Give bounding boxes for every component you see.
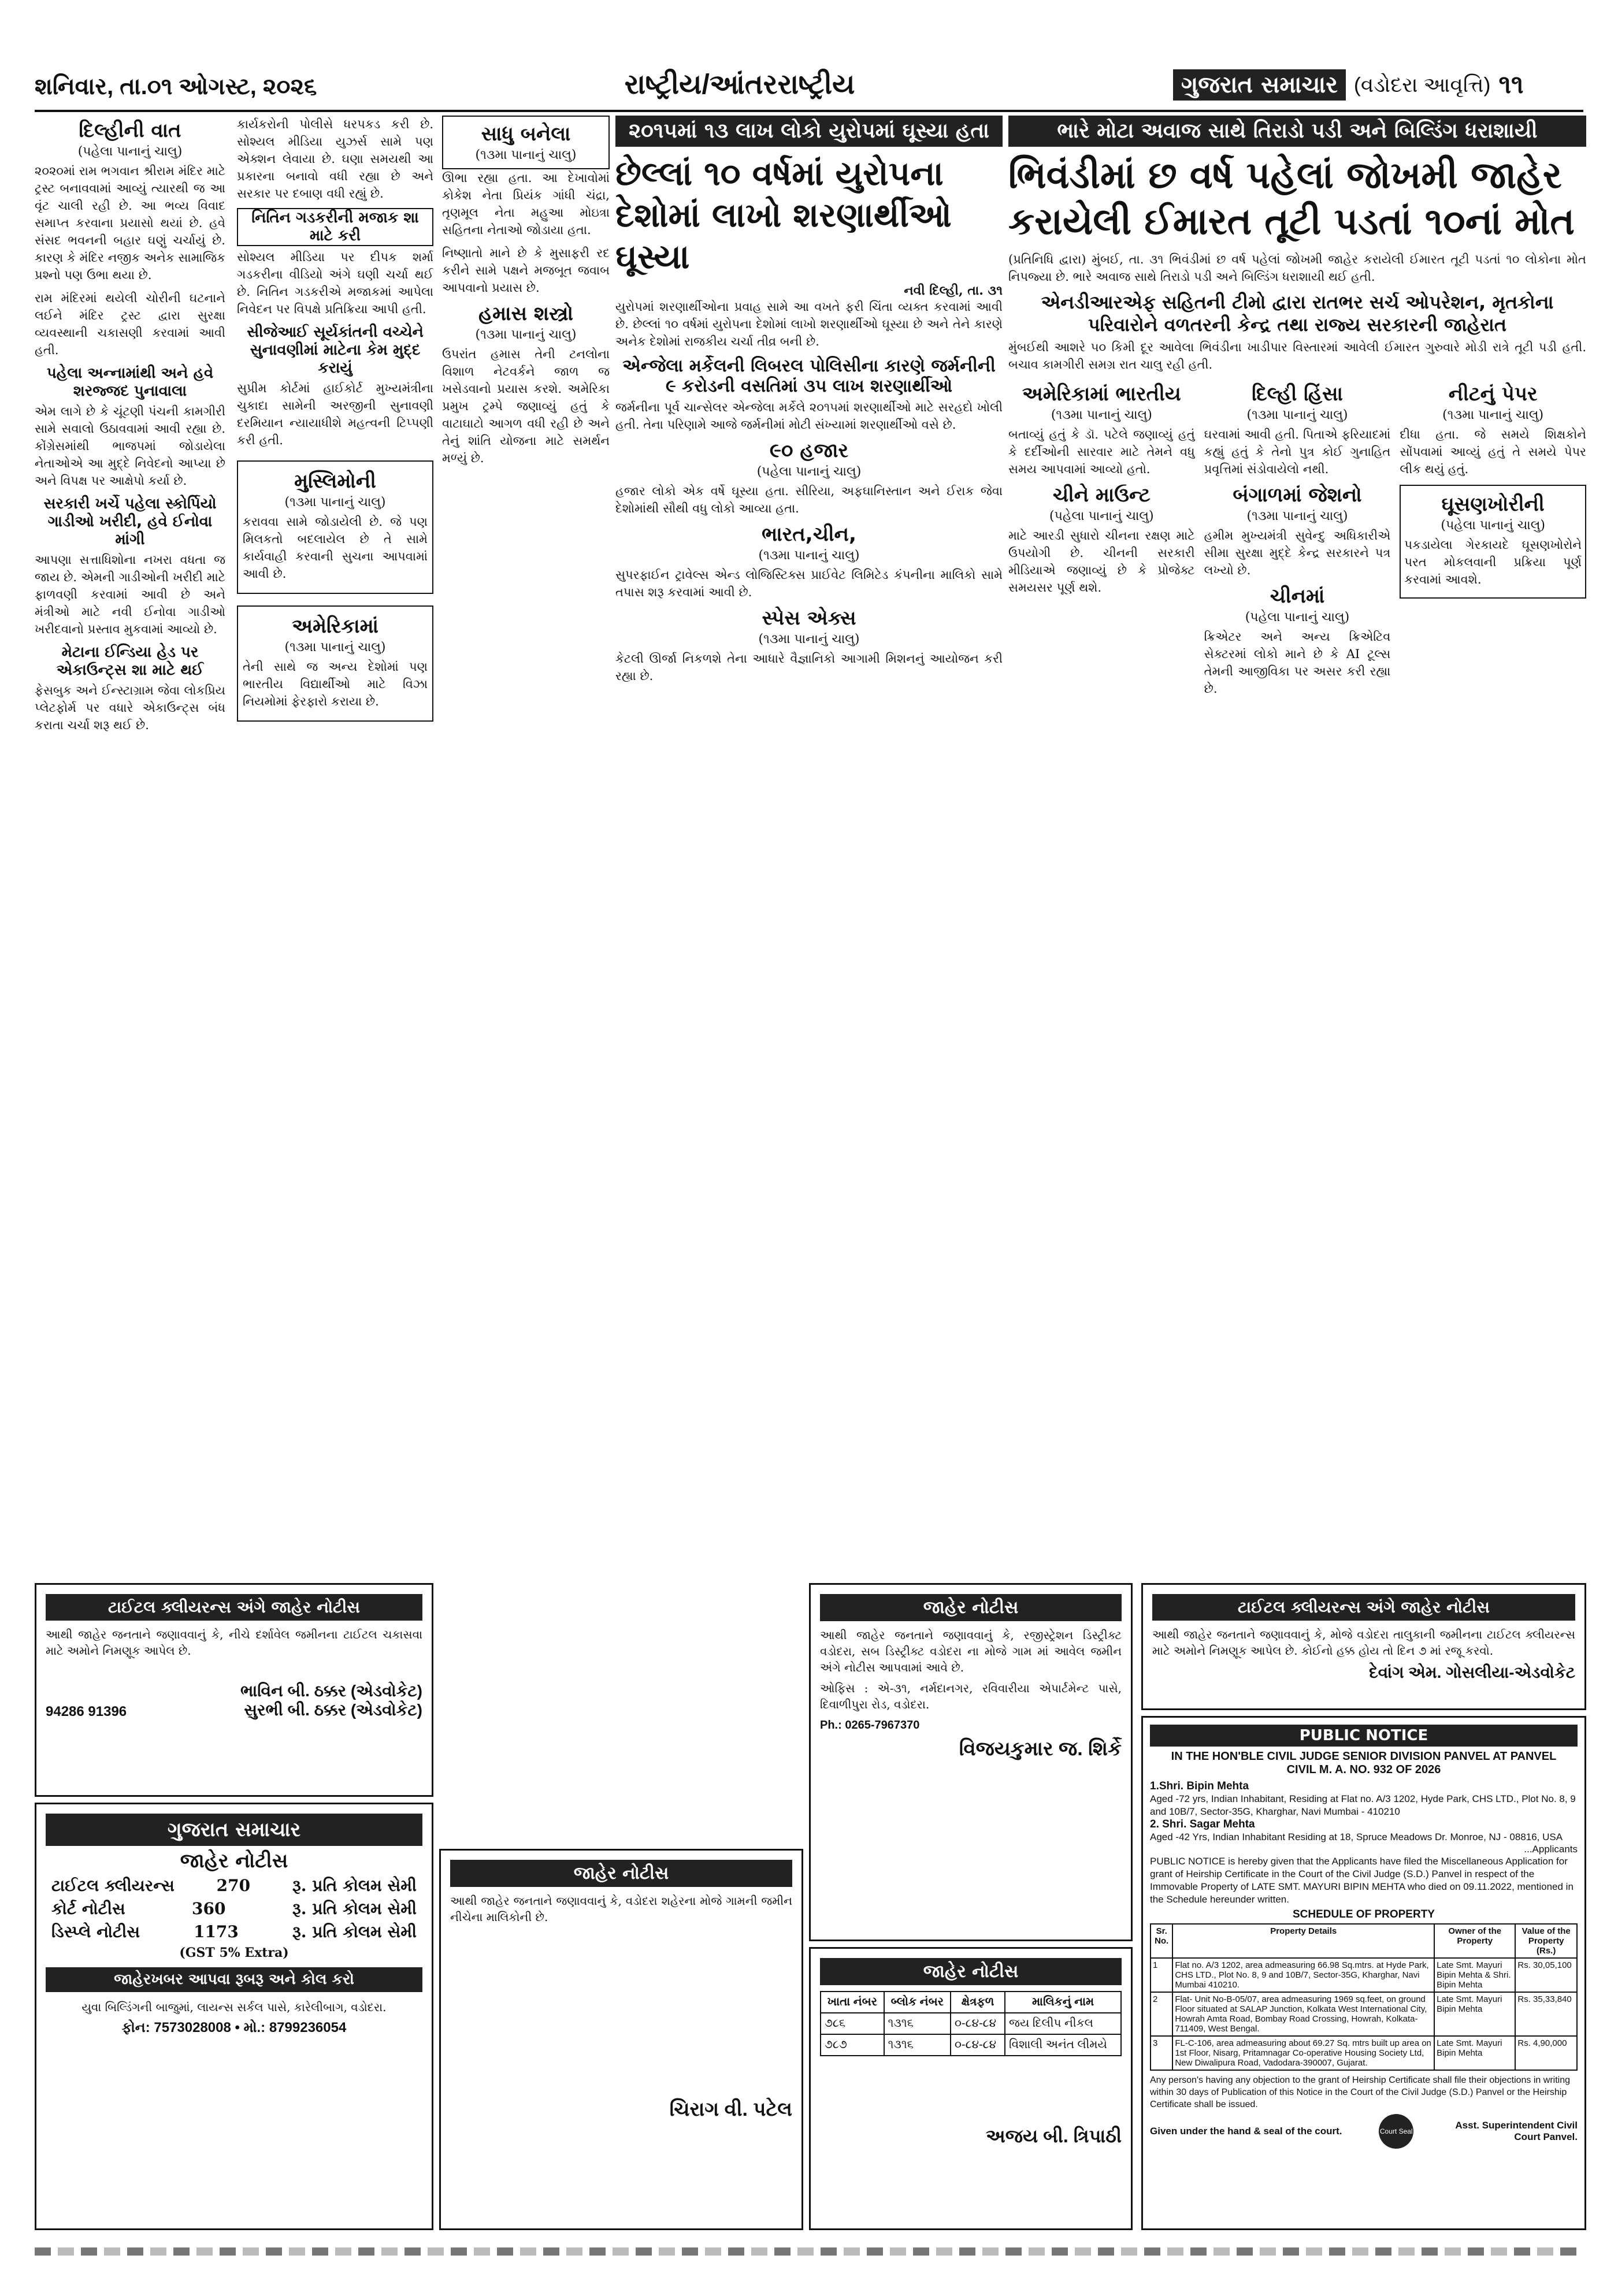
subhead: ૯૦ હજાર [769, 439, 849, 462]
lead-story [615, 116, 1003, 1577]
box-muslim [237, 460, 433, 594]
paragraph: કરાવવા સામે જોડાયેલી છે. જે પણ મિલકતો બદલાયેલ છે તે સામે કાર્યવાહી કરવાની સુચના આપવામાં આવી છે. [243, 515, 428, 581]
property-table [1150, 1923, 1578, 2071]
rate-unit: રૂ. પ્રતિ કોલમ સેમી [292, 1899, 417, 1918]
rate-row [51, 1899, 417, 1919]
rates-list [46, 1876, 422, 1942]
continued-label: (૧૩મા પાનાનું ચાલુ) [1051, 408, 1152, 422]
table-cell: ૦-૮૪-૮૪ [951, 2034, 1005, 2056]
notice-shirke [809, 1583, 1133, 1941]
table-header: Sr. No. [1151, 1924, 1172, 1958]
applicants-label: ...Applicants [1524, 1844, 1578, 1855]
rate-row [51, 1922, 417, 1942]
subhead: એન્જેલા મર્કેલની લિબરલ પોલિસીના કારણે જર્મનીની ૯ કરોડની વસતિમાં ૩૫ લાખ શરણાર્થીઓ [622, 356, 996, 396]
table-cell: Flat- Unit No-B-05/07, area admeasuring 1969 sq.feet, on ground Floor situated at SALAP Junction, Kolkata West International City, Howrah Amta Road, Bombay Road Crossing, Howrah, Kolkata-711409, West Bengal. [1172, 1992, 1434, 2036]
signature: અજય બી. ત્રિપાઠી [985, 2126, 1122, 2146]
subhead: પહેલા અન્નામાંથી અને હવે શરજ્જદ પુનાવાલા [46, 365, 214, 400]
table-cell: Rs. 4,90,000 [1515, 2036, 1577, 2070]
table-cell: Rs. 35,33,840 [1515, 1992, 1577, 2036]
table-row [821, 2013, 1121, 2034]
subhead: ભારત,ચીન, [762, 523, 856, 546]
table-header: Property Details [1172, 1924, 1434, 1958]
column-2 [237, 116, 433, 1577]
table-row [821, 2034, 1121, 2056]
notice-title: જાહેર નોટીસ [820, 1958, 1122, 1985]
story-america [1008, 379, 1195, 703]
paragraph: ઉપરાંત હમાસ તેની ટનલોના વિશાળ નેટવર્કને જાળ જ ખસેડવાનો પ્રયાસ કરશે. અમેરિકા પ્રમુખ ટ્રમ્પે જણાવ્યું હતું કે વાટાઘાટો આગળ વધી રહી છે અને તેનું શાંતિ યોજના માટે સમર્થન મળ્યું છે. [442, 347, 610, 465]
header-rule [35, 110, 1583, 112]
table-row [1151, 2036, 1577, 2070]
paragraph: હમીમ મુખ્યમંત્રી સુવેન્દુ અધિકારીએ સીમા સુરક્ષા મુદ્દે કેન્દ્ર સરકારને પત્ર લખ્યો છે. [1204, 529, 1391, 577]
notice-chirag [439, 1849, 803, 2230]
right-story [1008, 116, 1586, 1577]
address: યુવા બિલ્ડિંગની બાજુમાં, લાયન્સ સર્કલ પાસે, કારેલીબાગ, વડોદરા. [81, 2000, 387, 2014]
table-cell: 2 [1151, 1992, 1172, 2036]
contact-banner: જાહેરખબર આપવા રૂબરૂ અને કોલ કરો [46, 1967, 422, 1992]
notice-title-clearance-right [1141, 1583, 1586, 1710]
phones: ફોન: 7573028008 • મો.: 8799236054 [121, 2020, 347, 2035]
court-name: IN THE HON'BLE CIVIL JUDGE SENIOR DIVISION PANVEL AT PANVEL [1171, 1750, 1557, 1763]
paper-name: ગુજરાત સમાચાર [1173, 69, 1346, 101]
table-header: Owner of the Property [1434, 1924, 1515, 1958]
page-number: ૧૧ [1498, 70, 1524, 99]
box-title: સાધુ બનેલા [481, 122, 571, 146]
notice-title: ટાઈટલ ક્લીયરન્સ અંગે જાહેર નોટીસ [46, 1594, 422, 1621]
rate-label: ટાઈટલ ક્લીયરન્સ [51, 1876, 175, 1895]
party-name: 1.Shri. Bipin Mehta [1150, 1780, 1249, 1792]
table-header: Value of the Property (Rs.) [1515, 1924, 1577, 1958]
subhead: નિતિન ગડકરીની મજાક શા માટે કરી [237, 208, 433, 246]
box-title: અમેરિકામાં [292, 615, 378, 638]
box-title: મુસ્લિમોની [294, 470, 376, 493]
table-header: ખાતા નંબર [821, 1992, 884, 2013]
paragraph: સોશ્યલ મીડિયા પર દીપક શર્મા ગડકરીના વીડિયો અંગે ઘણી ચર્ચા થઈ છે. નિતિન ગડકરીએ મજાકમાં આપેલા નિવેદન પર વિપક્ષે પ્રતિક્રિયા આપી હતી. [237, 250, 433, 316]
office-address: ઓફિસ : એ-૩૧, નર્મદાનગર, રવિવારીયા એપાર્ટમેન્ટ પાસે, દિવાળીપુરા રોડ, વડોદરા. [820, 1681, 1122, 1711]
rate-label: કોર્ટ નોટીસ [51, 1899, 125, 1918]
box-america [237, 605, 433, 722]
notice-text: આથી જાહેર જનતાને જણાવવાનું કે, વડોદરા શહેરના મોજે ગામની જમીન નીચેના માલિકોની છે. [450, 1894, 792, 1924]
table-header: બ્લોક નંબર [884, 1992, 951, 2013]
court-seal: Court Seal [1379, 2114, 1413, 2149]
table-cell: જય દિલીપ નીકલ [1005, 2013, 1121, 2034]
table-row [1151, 1992, 1577, 2036]
paper-name: ગુજરાત સમાચાર [46, 1814, 422, 1846]
rate-price: 1173 [193, 1922, 239, 1941]
continued-label: (૧૩મા પાનાનું ચાલુ) [284, 495, 386, 510]
continued-label: (પહેલા પાનાનું ચાલુ) [1245, 610, 1350, 625]
paragraph: રામ મંદિરમાં થયેલી ચોરીની ઘટનાને લઈને મંદિર ટ્રસ્ટ દ્વારા સુરક્ષા વ્યવસ્થાની ચકાસણી કરવામાં આવી હતી. [35, 291, 225, 357]
color-registration-bar [35, 2247, 1583, 2256]
party-detail: Aged -42 Yrs, Indian Inhabitant Residing at 18, Spruce Meadows Dr. Monroe, NJ - 08816, USA [1150, 1831, 1563, 1842]
lead-headline: છેલ્લાં ૧૦ વર્ષમાં યુરોપના દેશોમાં લાખો શરણાર્થીઓ ઘૂસ્યા [615, 154, 952, 276]
paragraph: ફેસબુક અને ઈન્સ્ટાગ્રામ જેવા લોકપ્રિય પ્લેટફોર્મ પર વધારે એકાઉન્ટ્સ બંધ કરાતા ચર્ચા શરૂ થઈ છે. [35, 683, 225, 732]
paragraph: (પ્રતિનિધિ દ્વારા) મુંબઈ, તા. ૩૧ ભિવંડીમાં છ વર્ષ પહેલાં જોખમી જાહેર કરાયેલી ઈમારત તૂટી પડતાં ૧૦ લોકોના મોત નિપજ્યા છે. ભારે અવાજ સાથે તિરાડો પડી અને બિલ્ડિંગ ધરાશાયી થઈ હતી. [1008, 252, 1586, 284]
public-notice [1141, 1716, 1586, 2230]
continued-label: (પહેલા પાનાનું ચાલુ) [1441, 518, 1545, 533]
table-cell: FL-C-106, area admeasuring about 69.27 Sq. mtrs built up area on 1st Floor, Nisarg, Pritamnagar Co-operative Housing Society Ltd, New Diwalipura Road, Vadodara-390007, Gujarat. [1172, 2036, 1434, 2070]
subhead: એનડીઆરએફ સહિતની ટીમો દ્વારા રાતભર સર્ચ ઓપરેશન, મૃતકોના પરિવારોને વળતરની કેન્દ્ર તથા રાજ્ય સરકારની જાહેરાત [1041, 291, 1554, 336]
continued-label: (૧૩મા પાનાનું ચાલુ) [758, 632, 860, 647]
table-cell: Late Smt. Mayuri Bipin Mehta [1434, 2036, 1515, 2070]
given-under: Given under the hand & seal of the court. [1150, 2126, 1342, 2137]
paragraph: હજાર લોકો એક વર્ષે ઘૂસ્યા હતા. સીરિયા, અફઘાનિસ્તાન અને ઈરાક જેવા દેશોમાંથી સૌથી વધુ લોકો આવ્યા હતા. [615, 484, 1003, 515]
phone: Ph.: 0265-7967370 [820, 1719, 920, 1732]
signature: દેવાંગ એમ. ગોસલીયા-એડવોકેટ [1369, 1663, 1575, 1681]
paragraph: યુરોપમાં શરણાર્થીઓના પ્રવાહ સામે આ વખતે ફરી ચિંતા વ્યક્ત કરવામાં આવી છે. છેલ્લાં ૧૦ વર્ષમાં યુરોપના દેશોમાં લાખો શરણાર્થીઓ ઘૂસ્યા છે અને તેને કારણે અનેક દેશોમાં રાજકીય ચર્ચા તીવ્ર બની છે. [615, 300, 1003, 348]
table-cell: ૧૩૧૬ [884, 2013, 951, 2034]
rate-label: ડિસ્પ્લે નોટીસ [51, 1922, 140, 1941]
table-header: માલિકનું નામ [1005, 1992, 1121, 2013]
party-detail: Aged -72 yrs, Indian Inhabitant, Residing at Flat no. A/3 1202, Hyde Park, CHS LTD., Plot No. 8, 9 and 10B/7, Sector-35G, Kharghar, Navi Mumbai - 410210 [1150, 1793, 1576, 1817]
table-cell: ૧૩૧૬ [884, 2034, 951, 2056]
subhead: મેટાના ઈન્ડિયા હેડ પર એકાઉન્ટ્સ શા માટે થઈ [56, 644, 204, 679]
subhead: નીટનું પેપર [1448, 382, 1538, 406]
table-cell: વિશાલી અનંત લીમયે [1005, 2034, 1121, 2056]
edition: (વડોદરા આવૃત્તિ) [1353, 72, 1491, 96]
signature: વિજયકુમાર જ. શિર્કે [959, 1738, 1122, 1760]
phone: 94286 91396 [46, 1704, 127, 1719]
table-cell: ૭૮૭ [821, 2034, 884, 2056]
right-kicker: ભારે મોટા અવાજ સાથે તિરાડો પડી અને બિલ્ડિંગ ધરાશાયી [1008, 116, 1586, 147]
table-cell: Late Smt. Mayuri Bipin Mehta [1434, 1992, 1515, 2036]
header-masthead [1173, 65, 1589, 105]
rates-title: જાહેર નોટીસ [180, 1849, 288, 1873]
story-neet [1400, 379, 1586, 703]
column-delhi [35, 116, 225, 1577]
paragraph: બતાવ્યું હતું કે ડૉ. પટેલે જણાવ્યું હતું કે દર્દીઓની સારવાર માટે તેમને વધુ સમય આપવામાં આવ્યો હતો. [1008, 428, 1195, 476]
table-cell: 3 [1151, 2036, 1172, 2070]
party-name: 2. Shri. Sagar Mehta [1150, 1818, 1255, 1830]
continued-label: (૧૩મા પાનાનું ચાલુ) [1246, 408, 1348, 422]
subhead: સરકારી ખર્ચે પહેલા સ્કોર્પિયો ગાડીઓ ખરીદી, હવે ઈનોવા માંગી [43, 495, 217, 548]
paragraph: ઘરવામાં આવી હતી. પિતાએ ફરિયાદમાં કહ્યું હતું કે તેનો પુત્ર કોઈ ગુનાહિત પ્રવૃત્તિમાં સંડોવાયેલો નથી. [1204, 428, 1391, 476]
rate-price: 360 [192, 1899, 226, 1918]
continued-label: (પહેલા પાનાનું ચાલુ) [1049, 509, 1154, 523]
paragraph: સુપ્રીમ કોર્ટમાં હાઈકોર્ટ મુખ્યમંત્રીના ચુકાદા સામેની અરજીની સુનાવણી દરમિયાન ન્યાયાધીશે મહત્વની ટિપ્પણી કરી હતી. [237, 381, 433, 447]
land-table [820, 1991, 1122, 2056]
paragraph: પકડાયેલા ગેરકાયદે ઘૂસણખોરોને પરત મોકલવાની પ્રક્રિયા પૂર્ણ કરવામાં આવશે. [1404, 538, 1582, 586]
continued-label: (પહેલા પાનાનું ચાલુ) [756, 465, 862, 479]
subhead: હમાસ શસ્ત્રો [478, 302, 574, 325]
continued-label: (૧૩મા પાનાનું ચાલુ) [475, 148, 577, 162]
table-cell: Flat no. A/3 1202, area admeasuring 66.98 Sq.mtrs. at Hyde Park, CHS LTD., Plot No. 8, 9 and 10B/7, Sector-35G, Kharghar, Navi Mumbai 410210. [1172, 1958, 1434, 1992]
notice-text: આથી જાહેર જનતાને જણાવવાનું કે, મોજે વડોદરા તાલુકાની જમીનના ટાઈટલ ક્લીયરન્સ માટે અમોને નિમણૂક આપેલ છે. કોઈનો હક્ક હોય તો દિન ૭ માં રજૂ કરવો. [1152, 1628, 1575, 1658]
story-delhi-violence [1204, 379, 1391, 703]
signature: સુરભી બી. ઠક્કર (એડવોકેટ) [244, 1701, 422, 1719]
continued-label: (૧૩મા પાનાનું ચાલુ) [475, 328, 577, 342]
paragraph: કેટલી ઊર્જા નિકળશે તેના આધારે વૈજ્ઞાનિકો આગામી મિશનનું આયોજન કરી રહ્યા છે. [615, 652, 1003, 683]
notice-text: આથી જાહેર જનતાને જણાવવાનું કે, નીચે દર્શાવેલ જમીનના ટાઈટલ ચકાસવા માટે અમોને નિમણૂક આપેલ છે. [46, 1628, 422, 1658]
continued-label: (૧૩મા પાનાનું ચાલુ) [758, 548, 860, 563]
table-header: ક્ષેત્રફળ [951, 1992, 1005, 2013]
paragraph: નિષ્ણાતો માને છે કે મુસાફરી રદ કરીને સામે પક્ષને મજબૂત જવાબ આપવાનો પ્રયાસ છે. [442, 246, 610, 295]
public-notice-title: PUBLIC NOTICE [1150, 1725, 1578, 1747]
schedule-title: SCHEDULE OF PROPERTY [1293, 1908, 1435, 1920]
subhead: સીજેઆઈ સૂર્યકાંતની વચ્ચેને સુનાવણીમાં માટેના કેમ મુદ્દ કરાયું [247, 324, 424, 377]
notice-title-clearance-left [35, 1583, 433, 1797]
signature: ભાવિન બી. ઠક્કર (એડવોકેટ) [240, 1682, 422, 1700]
subhead: દિલ્હી હિંસા [1252, 382, 1343, 406]
paragraph: તેની સાથે જ અન્ય દેશોમાં પણ ભારતીય વિદ્યાર્થીઓ માટે વિઝા નિયમોમાં ફેરફારો કરાયા છે. [243, 660, 428, 708]
paragraph: કાર્યકરોની પોલીસે ધરપકડ કરી છે. સોશ્યલ મીડિયા યુઝર્સ સામે પણ એક્શન લેવાયા છે. ઘણા સમયથી આ પ્રકારના બનાવો વધી રહ્યા છે અને સરકાર પર દબાણ વધી રહ્યું છે. [237, 117, 433, 200]
paragraph: ક્રિએટર અને અન્ય ક્રિએટિવ સેક્ટરમાં લોકો માને છે કે AI ટૂલ્સ તેમની આજીવિકા પર અસર કરી રહ્યા છે. [1204, 630, 1391, 696]
header-date: શનિવાર, તા.૦૧ ઓગસ્ટ, ૨૦૨૬ [35, 74, 317, 99]
subhead: ચીને માઉન્ટ [1052, 484, 1151, 507]
signature: ચિરાગ વી. પટેલ [669, 2098, 792, 2120]
paragraph: દીધા હતા. જે સમયે શિક્ષકોને સોંપવામાં આવ્યું હતું તે સમયે પેપર લીક થયું હતું. [1400, 428, 1586, 476]
notice-tripathi [809, 1947, 1133, 2230]
paragraph: સુપરફાઈન ટ્રાવેલ્સ એન્ડ લોજિસ્ટિક્સ પ્રાઈવેટ લિમિટેડ કંપનીના માલિકો સામે તપાસ શરૂ કરવામાં આવી છે. [615, 568, 1003, 599]
notice-title: જાહેર નોટીસ [820, 1594, 1122, 1621]
continued-label: (૧૩મા પાનાનું ચાલુ) [1442, 408, 1544, 422]
continued-label: (પહેલા પાનાનું ચાલુ) [77, 144, 183, 159]
notice-text: આથી જાહેર જનતાને જણાવવાનું કે, રજીસ્ટ્રેશન ડિસ્ટ્રીક્ટ વડોદરા, સબ ડિસ્ટ્રીક્ટ વડોદરા ના મોજે ગામ માં આવેલ જમીન અંગે નોટીસ આપવામાં આવે છે. [820, 1628, 1122, 1674]
subhead: બંગાળમાં જેશનો [1233, 484, 1362, 507]
rate-row [51, 1876, 417, 1896]
dateline: નવી દિલ્હી, તા. ૩૧ [904, 283, 1003, 298]
rates-box [35, 1803, 433, 2230]
notice-body: PUBLIC NOTICE is hereby given that the Applicants have filed the Miscellaneous Application for grant of Heirship Certificate in the Court of the Civil Judge (S.D.) Panvel in respect of the Immovable Property of LATE SMT. MAYURI BIPIN MEHTA who died on 09.11.2022, mentioned in the Schedule hereunder written. [1150, 1856, 1574, 1905]
paragraph: ઊભા રહ્યા હતા. આ દેખાવોમાં કોકેશ નેતા પ્રિયંક ગાંધી ચંદ્રા, તૃણમૂલ નેતા મહુઆ મોઇત્રા સહિતના નેતાઓ જોડાયા હતા. [442, 171, 610, 237]
continued-label: (૧૩મા પાનાનું ચાલુ) [284, 640, 386, 655]
header-section: રાષ્ટ્રીય/આંતરરાષ્ટ્રીય [624, 69, 855, 100]
table-cell: ૦-૮૪-૮૪ [951, 2013, 1005, 2034]
subhead: ઘૂસણખોરીની [1441, 493, 1545, 516]
paragraph: મુંબઈથી આશરે ૫૦ કિમી દૂર આવેલા ભિવંડીના ખાડીપાર વિસ્તારમાં આવેલી ઈમારત ગુરુવારે મોડી રાત્રે તૂટી પડી હતી. બચાવ કામગીરી સમગ્ર રાત ચાલુ રહી હતી. [1008, 340, 1586, 371]
subhead: ચીનમાં [1270, 585, 1325, 608]
paragraph: ૨૦૨૦માં રામ ભગવાન શ્રીરામ મંદિર માટે ટ્રસ્ટ બનાવવામાં આવ્યું ત્યારથી જ આ વૃંટ ચાલી રહી છે. આ ભવ્ય વિવાદ સમાપ્ત કરવાના પ્રયાસો થયાં છે. હવે સંસદ ભવનની બહાર ઘણું ચર્ચાયું છે. કારણ કે મંદિર નજીક અનેક સામાજિક પ્રશ્નો પણ ઉભા થયા છે. [35, 164, 225, 282]
box-infiltration [1400, 485, 1586, 599]
rate-unit: રૂ. પ્રતિ કોલમ સેમી [292, 1876, 417, 1895]
gst-note: (GST 5% Extra) [179, 1945, 289, 1960]
table-cell: 1 [1151, 1958, 1172, 1992]
paragraph: એમ લાગે છે કે ચૂંટણી પંચની કામગીરી સામે સવાલો ઉઠાવવામાં આવી રહ્યા છે. કોંગ્રેસમાંથી ભાજપમાં જોડાયેલા નેતાઓએ આ મુદ્દે નિવેદનો આપ્યા છે અને વિપક્ષ પર આક્ષેપો કર્યા છે. [35, 404, 225, 488]
subhead: સ્પેસ એક્સ [762, 607, 856, 630]
paragraph: જર્મનીના પૂર્વ ચાન્સેલર એન્જેલા મર્કેલે ૨૦૧૫માં શરણાર્થીઓ માટે સરહદો ખોલી હતી. તેના પરિણામે આજે જર્મનીમાં મોટી સંખ્યામાં શરણાર્થીઓ વસે છે. [615, 400, 1003, 432]
right-headline: ભિવંડીમાં છ વર્ષ પહેલાં જોખમી જાહેર કરાયેલી ઈમારત તૂટી પડતાં ૧૦નાં મોત [1008, 154, 1575, 243]
notice-title: જાહેર નોટીસ [450, 1860, 792, 1887]
box-sadhu [442, 116, 610, 169]
article-title: દિલ્હીની વાત [79, 119, 181, 142]
subhead: અમેરિકામાં ભારતીય [1022, 382, 1181, 406]
table-cell: Late Smt. Mayuri Bipin Mehta & Shri. Bipin Mehta [1434, 1958, 1515, 1992]
lead-kicker: ૨૦૧૫માં ૧૩ લાખ લોકો યુરોપમાં ઘૂસ્યા હતા [615, 116, 1003, 147]
signer: Asst. Superintendent Civil Court Panvel. [1455, 2120, 1578, 2142]
paragraph: આપણા સત્તાધિશોના નખરા વધતા જ જાય છે. એમની ગાડીઓની ખરીદી માટે ફાળવણી કરવામાં આવી છે અને મંત્રીઓ માટે નવી ઈનોવા ગાડીઓ ખરીદવાનો પ્રસ્તાવ મુકવામાં આવ્યો છે. [35, 553, 225, 636]
paragraph: માટે આરડી સુધારો ચીનના રક્ષણ માટે ઉપયોગી છે. ચીનની સરકારી મીડિયાએ જણાવ્યું છે કે પ્રોજેક્ટ સમયસર પૂર્ણ થશે. [1008, 529, 1195, 595]
rate-unit: રૂ. પ્રતિ કોલમ સેમી [292, 1922, 417, 1941]
rate-price: 270 [216, 1876, 251, 1895]
table-cell: ૭૮૬ [821, 2013, 884, 2034]
case-number: CIVIL M. A. NO. 932 OF 2026 [1286, 1763, 1441, 1776]
notice-footer: Any person's having any objection to the grant of Heirship Certificate shall file their objections in writing within 30 days of Publication of this Notice in the Court of the Civil Judge (S.D.) Panvel or the Heirship Certificate shall be issued. [1150, 2075, 1570, 2109]
notice-title: ટાઈટલ ક્લીયરન્સ અંગે જાહેર નોટીસ [1152, 1594, 1575, 1621]
column-3 [442, 116, 610, 1577]
table-row [1151, 1958, 1577, 1992]
continued-label: (૧૩મા પાનાનું ચાલુ) [1246, 509, 1348, 523]
table-cell: Rs. 30,05,100 [1515, 1958, 1577, 1992]
